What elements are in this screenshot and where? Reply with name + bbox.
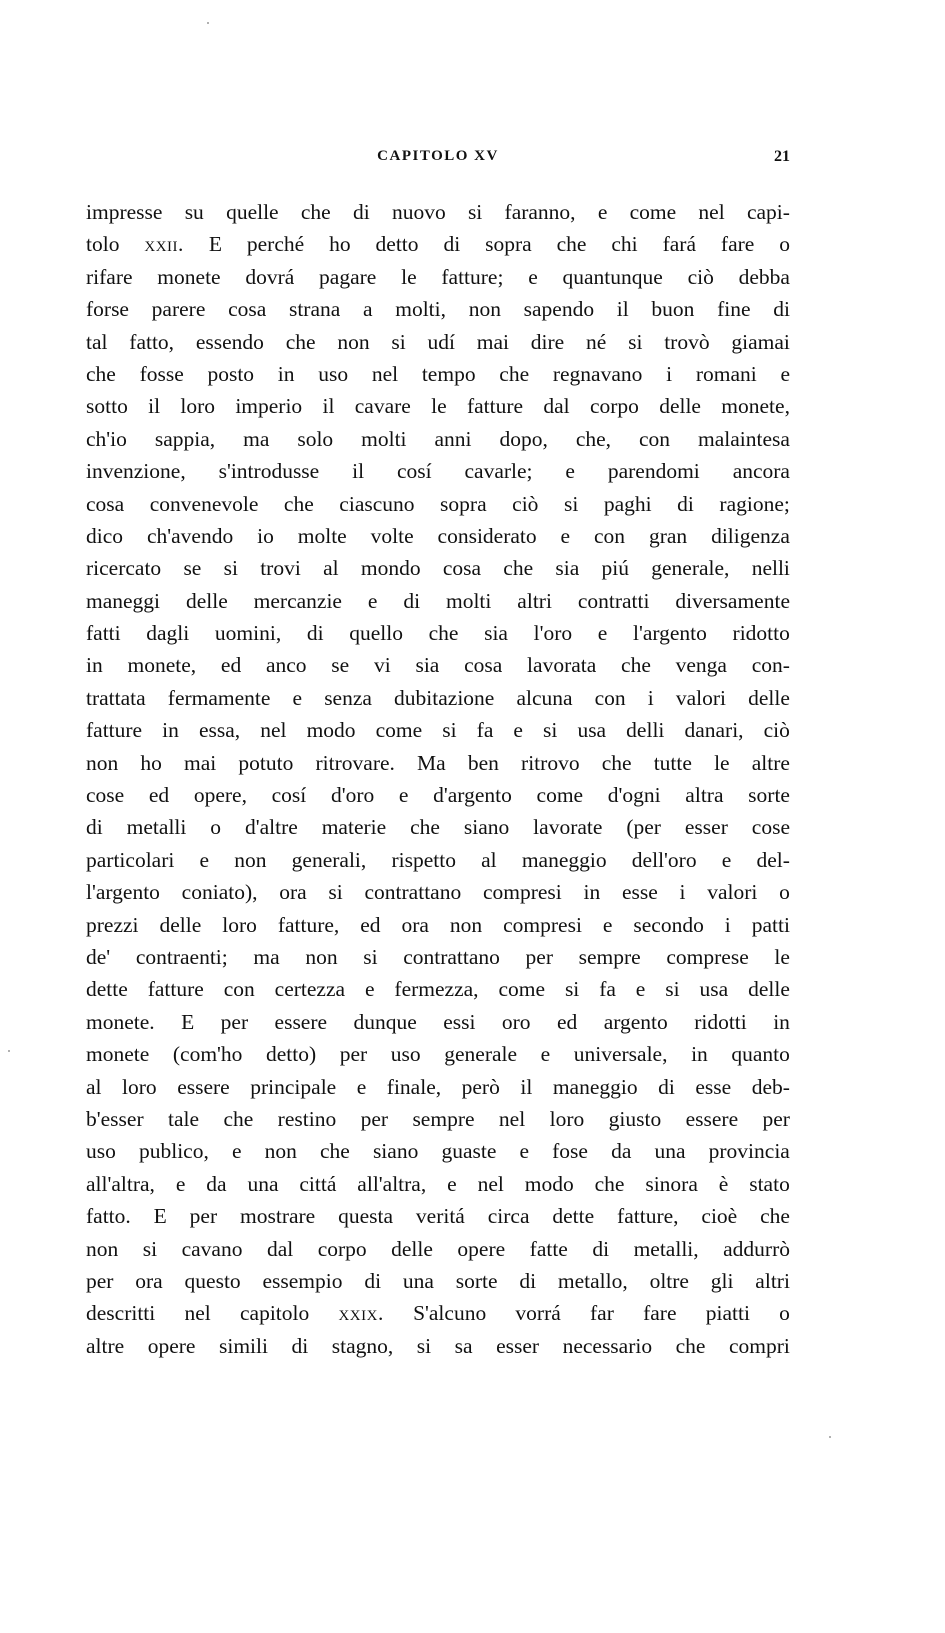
text-line: de' contraenti; ma non si contrattano per sempre comprese le — [86, 944, 790, 969]
text-line: cose ed opere, cosí d'oro e d'argento come d'ogni altra sorte — [86, 783, 790, 808]
text-line: maneggi delle mercanzie e di molti altri contratti diversamente — [86, 588, 790, 613]
text-line: fatti dagli uomini, di quello che sia l'oro e l'argento ridotto — [86, 621, 790, 646]
text-line: per ora questo essempio di una sorte di metallo, oltre gli altri — [86, 1268, 790, 1293]
text-line: in monete, ed anco se vi sia cosa lavorata che venga con- — [86, 653, 790, 678]
text-line: che fosse posto in uso nel tempo che regnavano i romani e — [86, 361, 790, 386]
text-line: fatture in essa, nel modo come si fa e si usa delli danari, ciò — [86, 718, 790, 743]
running-head — [86, 148, 790, 172]
text-line: prezzi delle loro fatture, ed ora non compresi e secondo i patti — [86, 912, 790, 937]
text-line: l'argento coniato), ora si contrattano compresi in esse i valori o — [86, 880, 790, 905]
text-line: tal fatto, essendo che non si udí mai dire né si trovò giamai — [86, 329, 790, 354]
text-line: non si cavano dal corpo delle opere fatte di metalli, addurrò — [86, 1236, 790, 1261]
text-line: ricercato se si trovi al mondo cosa che sia piú generale, nelli — [86, 556, 790, 581]
text-line: forse parere cosa strana a molti, non sapendo il buon fine di — [86, 297, 790, 322]
text-line: dico ch'avendo io molte volte considerato e con gran diligenza — [86, 523, 790, 548]
scan-speck — [207, 22, 209, 24]
text-line: di metalli o d'altre materie che siano lavorate (per esser cose — [86, 815, 790, 840]
body-text — [86, 196, 790, 1362]
page-number: 21 — [774, 148, 790, 165]
text-line: descritti nel capitolo xxix. S'alcuno vorrá far fare piatti o — [86, 1301, 790, 1326]
text-line: trattata fermamente e senza dubitazione alcuna con i valori delle — [86, 685, 790, 710]
text-line: dette fatture con certezza e fermezza, come si fa e si usa delle — [86, 977, 790, 1002]
text-line: monete. E per essere dunque essi oro ed argento ridotti in — [86, 1009, 790, 1034]
text-line: b'esser tale che restino per sempre nel loro giusto essere per — [86, 1106, 790, 1131]
text-line: non ho mai potuto ritrovare. Ma ben ritrovo che tutte le altre — [86, 750, 790, 775]
text-line: sotto il loro imperio il cavare le fatture dal corpo delle monete, — [86, 394, 790, 419]
text-line: all'altra, e da una cittá all'altra, e nel modo che sinora è stato — [86, 1171, 790, 1196]
scan-speck — [8, 1050, 10, 1052]
text-line: rifare monete dovrá pagare le fatture; e quantunque ciò debba — [86, 264, 790, 289]
text-line: al loro essere principale e finale, però il maneggio di esse deb- — [86, 1074, 790, 1099]
running-title: CAPITOLO XV — [377, 148, 499, 164]
scan-speck — [829, 1436, 831, 1438]
text-line: uso publico, e non che siano guaste e fose da una provincia — [86, 1139, 790, 1164]
text-line: cosa convenevole che ciascuno sopra ciò si paghi di ragione; — [86, 491, 790, 516]
text-line: invenzione, s'introdusse il cosí cavarle; e parendomi ancora — [86, 459, 790, 484]
text-line: particolari e non generali, rispetto al maneggio dell'oro e del- — [86, 847, 790, 872]
text-line: fatto. E per mostrare questa veritá circa dette fatture, cioè che — [86, 1204, 790, 1229]
text-line: monete (com'ho detto) per uso generale e universale, in quanto — [86, 1042, 790, 1067]
text-line: ch'io sappia, ma solo molti anni dopo, che, con malaintesa — [86, 426, 790, 451]
text-line: tolo xxii. E perché ho detto di sopra che chi fará fare o — [86, 232, 790, 257]
text-line: altre opere simili di stagno, si sa esser necessario che compri — [86, 1333, 790, 1358]
text-line: impresse su quelle che di nuovo si faranno, e come nel capi- — [86, 200, 790, 224]
